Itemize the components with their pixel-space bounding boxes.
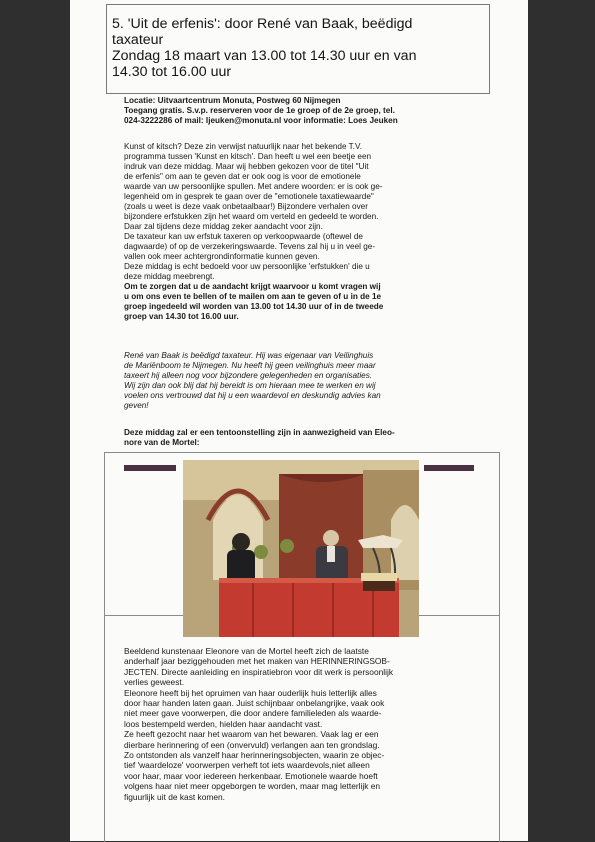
text-line: De taxateur kan uw erfstuk taxeren op verkoopwaarde (oftewel de	[124, 232, 363, 241]
artist-line: Zo ontstonden als vanzelf haar herinneringsobjecten, waarin ze objec-	[124, 750, 385, 761]
bio-line: René van Baak is beëdigd taxateur. Hij was eigenaar van Veilinghuis	[124, 351, 374, 360]
text-line: Daar zal tijdens deze middag zeker aandacht voor zijn.	[124, 222, 323, 231]
reservation-line: Om te zorgen dat u de aandacht krijgt waarvoor u komt vragen wij	[124, 282, 381, 291]
artist-line: volgens haar niet meer opgeborgen te worden, maar mag letterlijk en	[124, 781, 381, 792]
text-line: dagwaarde) of op de verzekeringswaarde. Tevens zal hij u in veel ge-	[124, 242, 376, 251]
title-line: Zondag 18 maart van 13.00 tot 14.30 uur en van	[112, 48, 417, 64]
artist-line: niet meer gave voorwerpen, die door andere familieleden als waarde-	[124, 708, 382, 719]
divider-bar-right	[424, 465, 474, 471]
artist-description	[124, 646, 480, 802]
text-line: indruk van deze middag. Maar wij hebben gekozen voor de titel "Uit	[124, 162, 369, 171]
title-line: taxateur	[112, 32, 164, 48]
event-info	[124, 96, 480, 126]
text-line: Deze middag is echt bedoeld voor uw persoonlijke 'erfstukken' die u	[124, 262, 370, 271]
exhibition-notice	[124, 428, 480, 448]
bio-line: de Mariënboom te Nijmegen. Nu heeft hij geen veilinghuis meer maar	[124, 361, 376, 370]
text-line: (zoals u weet is deze vaak onbetaalbaar!) Bijzondere verhalen over	[124, 202, 368, 211]
artist-line: Ze heeft gezocht naar het waarom van het bewaren. Vaak lag er een	[124, 729, 379, 740]
text-line: de erfenis" om aan te geven dat er ook oog is voor de emotionele	[124, 172, 361, 181]
info-line: 024-3222286 of mail: ljeuken@monuta.nl voor informatie: Loes Jeuken	[124, 116, 398, 125]
artist-line: door haar handen laten gaan. Juist schijnbaar onbelangrijke, vaak ook	[124, 698, 385, 709]
artist-line: voor haar, maar voor iedereen herkenbaar. Emotionele waarde hoeft	[124, 770, 378, 781]
divider-bar-left	[124, 465, 176, 471]
exhibition-line: Deze middag zal er een tentoonstelling zijn in aanwezigheid van Eleo-	[124, 428, 395, 437]
artist-line: dierbare herinnering of een (onvervuld) verlangen aan ten grondslag.	[124, 739, 380, 750]
taxateur-bio	[124, 351, 480, 411]
artist-line: loos bestempeld werden, hielden haar aandacht vast.	[124, 718, 323, 729]
event-photo	[183, 460, 419, 637]
reservation-line: groep ingedeeld wil worden van 13.00 tot 14.30 uur of in de tweede	[124, 302, 384, 311]
artist-line: figuurlijk uit de kast komen.	[124, 791, 226, 802]
reservation-line: u om ons even te bellen of te mailen om aan te geven of u in de 1e	[124, 292, 382, 301]
text-line: bijzondere erfstukken zijn het waard om verteld en gedeeld te worden.	[124, 212, 379, 221]
info-line: Toegang gratis. S.v.p. reserveren voor de 1e groep of de 2e groep, tel.	[124, 106, 395, 115]
text-line: Kunst of kitsch? Deze zin verwijst natuurlijk naar het bekende T.V.	[124, 142, 363, 151]
event-title	[112, 16, 484, 80]
artist-line: anderhalf jaar beziggehouden met het maken van HERINNERINGSOB-	[124, 656, 390, 667]
text-line: waarde van uw persoonlijke spullen. Met andere woorden: er is ook ge-	[124, 182, 383, 191]
bio-line: voelen ons vertrouwd dat hij u een waardevol en deskundig advies kan	[124, 391, 381, 400]
artist-line: Beeldend kunstenaar Eleonore van de Mortel heeft zich de laatste	[124, 646, 369, 656]
text-line: legenheid om in gesprek te gaan over de "emotionele taxatiewaarde"	[124, 192, 374, 201]
artist-line: JECTEN. Directe aanleiding en inspiratiebron voor dit werk is persoonlijk	[124, 666, 394, 677]
bio-line: geven!	[124, 401, 149, 410]
title-line: 5. 'Uit de erfenis': door René van Baak, beëdigd	[112, 16, 413, 32]
man-head	[323, 530, 339, 546]
bio-line: Wij zijn dan ook blij dat hij bereidt is om hieraan mee te werken en wij	[124, 381, 376, 390]
text-line: programma tussen 'Kunst en kitsch'. Dan heeft u wel een beetje een	[124, 152, 372, 161]
main-paragraph	[124, 142, 480, 322]
info-line: Locatie: Uitvaartcentrum Monuta, Postweg 60 Nijmegen	[124, 96, 341, 105]
artist-line: Eleonore heeft bij het opruimen van haar ouderlijk huis letterlijk alles	[124, 687, 377, 698]
artist-line: tief 'waardeloze' voorwerpen verheft tot iets waardevols,niet alleen	[124, 760, 370, 771]
text-line: deze middag meebrengt.	[124, 272, 215, 281]
artist-line: verlies geweest.	[124, 677, 185, 688]
reservation-line: groep van 14.30 tot 16.00 uur.	[124, 312, 239, 321]
bio-line: taxeert hij alleen nog voor bijzondere gelegenheden en organisaties.	[124, 371, 373, 380]
text-line: vallen ook meer achtergrondinformatie kunnen geven.	[124, 252, 320, 261]
title-line: 14.30 tot 16.00 uur	[112, 64, 232, 80]
exhibition-line: nore van de Mortel:	[124, 438, 200, 447]
woman-head	[232, 533, 250, 551]
